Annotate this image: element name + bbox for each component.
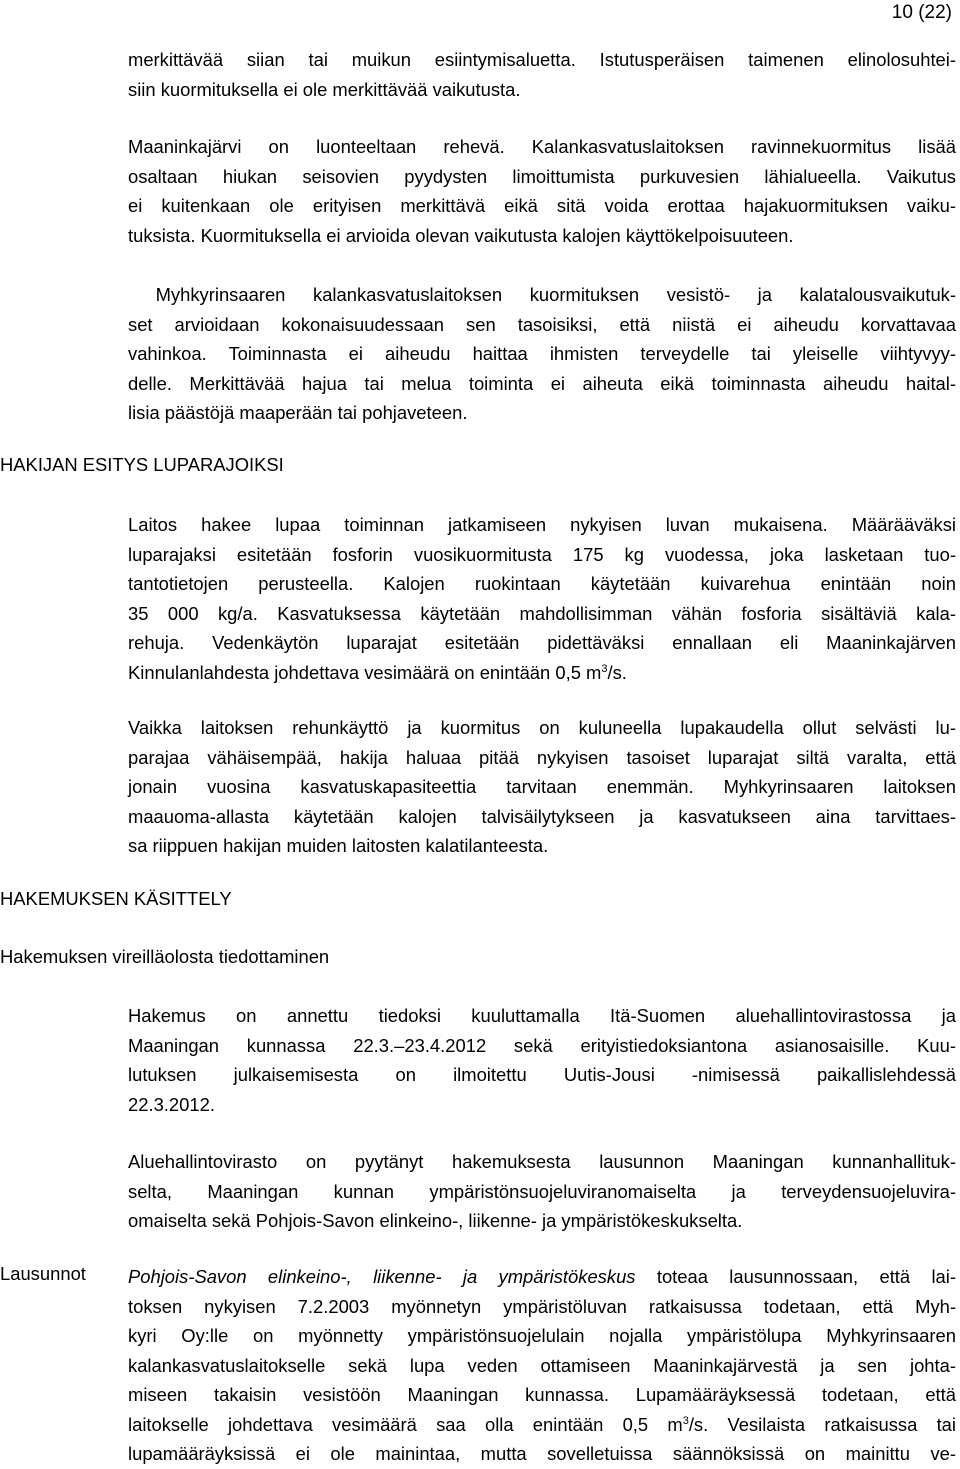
paragraph-ely-lausunto [128,1262,956,1469]
paragraph-maaninkajarvi [128,132,956,250]
text-line: osaltaan hiukan seisovien pyydysten limoittumista purkuvesien lähialueella. Vaikutus [128,165,956,187]
text-line: rehuja. Vedenkäytön luparajat esitetään pidettäväksi ennallaan eli Maaninkajärven [128,632,956,653]
text-line: 35 000 kg/a. Kasvatuksessa käytetään mahdollisimman vähän fosforia sisältäviä kala- [128,602,956,624]
text-fragment: /s. Vesilaista ratkaisussa tai [688,1413,956,1435]
text-line: merkittävää siian tai muikun esiintymisaluetta. Istutusperäisen taimenen elinolosuhtei- [128,49,956,70]
text-line: toksen nykyisen 7.2.2003 myönnetyn ympäristöluvan ratkaisussa todetaan, että Myh- [128,1295,956,1317]
subheading-vireillaolo: Hakemuksen vireilläolosta tiedottaminen [0,946,330,967]
superscript: 3 [682,1414,689,1427]
paragraph-luparajat [128,510,956,687]
text-line: Vaikka laitoksen rehunkäyttö ja kuormitus on kuluneella lupakaudella ollut selvästi lu- [128,717,956,738]
page-number: 10 (22) [891,2,952,23]
text-line: sa riippuen hakijan muiden laitosten kalatilanteesta. [128,835,549,856]
superscript: 3 [601,662,608,675]
text-line: Maaninkajärvi on luonteeltaan rehevä. Kalankasvatuslaitoksen ravinnekuormitus lisää [128,136,956,157]
text-line-with-superscript [128,1410,956,1440]
text-line: Myhkyrinsaaren kalankasvatuslaitoksen kuormituksen vesistö- ja kalatalousvaikutuk- [128,284,956,305]
text-line: tantotietojen perusteella. Kalojen ruokintaan käytetään kuivarehua enintään noin [128,573,956,594]
text-line: omaiselta sekä Pohjois-Savon elinkeino-, liikenne- ja ympäristökeskukselta. [128,1210,743,1231]
text-line: selta, Maaningan kunnan ympäristönsuojeluviranomaiselta ja terveydensuojeluvira- [128,1180,956,1202]
text-line: kyri Oy:lle on myönnetty ympäristönsuojelulain nojalla ympäristölupa Myhkyrinsaaren [128,1325,956,1346]
text-line: kalankasvatuslaitokselle sekä lupa veden ottamiseen Maaninkajärvestä ja sen johta- [128,1354,956,1376]
text-line: luparajaksi esitetään fosforin vuosikuormitusta 175 kg vuodessa, joka lasketaan tuo- [128,543,956,565]
text-line: Laitos hakee lupaa toiminnan jatkamiseen nykyisen luvan mukaisena. Määrääväksi [128,514,956,535]
text-line: vahinkoa. Toiminnasta ei aiheudu haittaa ihmisten terveydelle tai yleiselle viihtyvyy- [128,343,956,364]
paragraph-kuulutus [128,1001,956,1119]
text-line: 22.3.2012. [128,1093,215,1115]
text-line: delle. Merkittävää hajua tai melua toiminta ei aiheuta eikä toiminnasta aiheudu haital- [128,372,956,394]
text-line-with-superscript [128,658,956,688]
text-line: maauoma-allasta käytetään kalojen talvisäilytykseen ja kasvatukseen aina tarvittaes- [128,805,956,827]
section-heading-hakemuksen-kasittely: HAKEMUKSEN KÄSITTELY [0,888,232,909]
text-fragment: toteaa lausunnossaan, että lai- [635,1266,956,1287]
section-heading-hakijan-esitys: HAKIJAN ESITYS LUPARAJOIKSI [0,454,284,475]
text-line: Maaningan kunnassa 22.3.–23.4.2012 sekä erityistiedoksiantona asianosaisille. Kuu- [128,1034,956,1056]
paragraph-myhkyrinsaari-vaikutukset [128,280,956,428]
paragraph-lausuntopyynto [128,1147,956,1236]
text-line: lupamääräyksissä ei ole mainintaa, mutta sovelletuissa säännöksissä on mainittu ve- [128,1443,956,1464]
text-line: set arvioidaan kokonaisuudessaan sen tasoisiksi, että niistä ei aiheudu korvattavaa [128,313,956,335]
text-line: tuksista. Kuormituksella ei arvioida olevan vaikutusta kalojen käyttökelpoisuuteen. [128,224,794,246]
text-line: lutuksen julkaisemisesta on ilmoitettu Uutis-Jousi -nimisessä paikallislehdessä [128,1064,956,1085]
text-line: Hakemus on annettu tiedoksi kuuluttamalla Itä-Suomen aluehallintovirastossa ja [128,1005,956,1026]
paragraph-siian [128,45,956,104]
paragraph-rehunkaytto [128,713,956,861]
text-line: ei kuitenkaan ole erityisen merkittävä eikä sitä voida erottaa hajakuormituksen vaiku- [128,195,956,216]
text-line: Aluehallintovirasto on pyytänyt hakemuksesta lausunnon Maaningan kunnanhallituk- [128,1151,956,1172]
text-fragment: Kinnulanlahdesta johdettava vesimäärä on enintään 0,5 m [128,661,602,683]
text-fragment: laitokselle johdettava vesimäärä saa olla enintään 0,5 m [128,1413,683,1435]
text-line: miseen takaisin vesistöön Maaningan kunnassa. Lupamääräyksessä todetaan, että [128,1384,956,1405]
text-fragment: /s. [607,661,627,683]
text-line [128,1262,956,1292]
italic-organization-name: Pohjois-Savon elinkeino-, liikenne- ja ympäristökeskus [128,1266,636,1287]
text-line: jonain vuosina kasvatuskapasiteettia tarvitaan enemmän. Myhkyrinsaaren laitoksen [128,776,956,797]
text-line: lisia päästöjä maaperään tai pohjaveteen. [128,402,468,423]
text-line: parajaa vähäisempää, hakija haluaa pitää nykyisen tasoiset luparajat siltä varalta, että [128,746,956,768]
side-label-lausunnot: Lausunnot [0,1263,86,1284]
text-line: siin kuormituksella ei ole merkittävää vaikutusta. [128,78,521,100]
